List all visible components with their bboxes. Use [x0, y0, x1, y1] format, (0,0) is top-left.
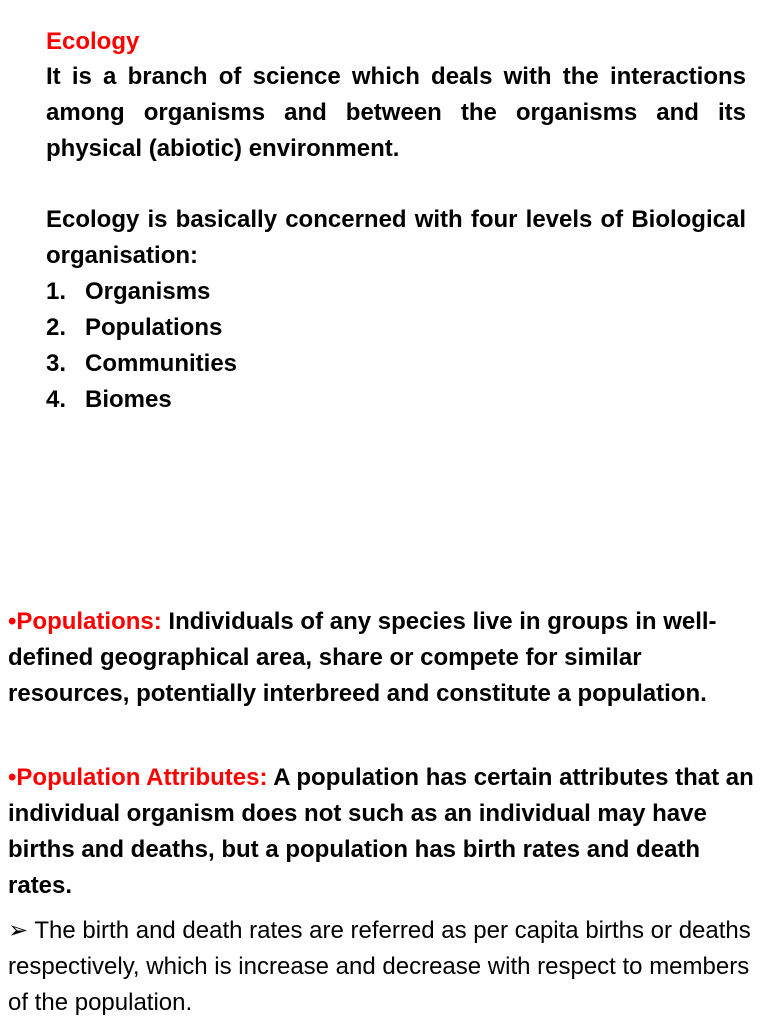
attributes-text: A population has certain attributes that an individual organism does not such as an individual may have births and deaths, but a population has birth rates and death rates.: [8, 764, 754, 899]
attributes-paragraph: [8, 760, 764, 904]
list-item: [46, 274, 237, 310]
ecology-definition: It is a branch of science which deals with the interactions among organisms and between the organisms and its physical (abiotic) environment.: [46, 63, 746, 162]
levels-intro: Ecology is basically concerned with four levels of Biological organisation:: [46, 206, 746, 269]
list-item: [46, 382, 237, 418]
rates-note: [8, 913, 764, 1021]
populations-paragraph: [8, 604, 764, 712]
list-number: 1.: [46, 278, 67, 305]
attributes-term: •Population Attributes:: [8, 764, 268, 791]
populations-text: Individuals of any species live in groups in well-defined geographical area, share or compete for similar resources, potentially interbreed and constitute a population.: [8, 608, 717, 707]
arrow-bullet-icon: ➢: [8, 917, 29, 944]
list-number: 4.: [46, 386, 67, 413]
list-number: 3.: [46, 350, 67, 377]
populations-term: •Populations:: [8, 608, 162, 635]
slide-populations: [0, 520, 768, 1024]
list-number: 2.: [46, 314, 67, 341]
list-label: Biomes: [85, 386, 172, 413]
list-item: [46, 310, 237, 346]
list-item: [46, 346, 237, 382]
list-label: Organisms: [85, 278, 211, 305]
list-label: Populations: [85, 314, 223, 341]
rates-note-text: The birth and death rates are referred as per capita births or deaths respectively, which is increase and decrease with respect to members of the population.: [8, 917, 751, 1016]
levels-list: [46, 274, 237, 418]
list-label: Communities: [85, 350, 238, 377]
slide-title: Ecology: [46, 28, 140, 55]
